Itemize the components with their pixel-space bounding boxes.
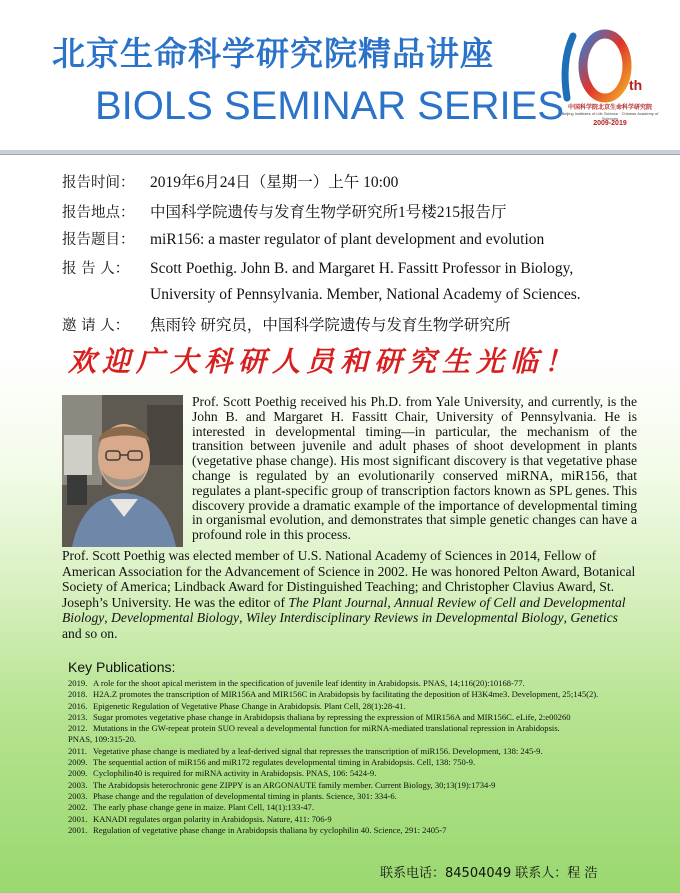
journal-genetics: Genetics: [570, 610, 618, 626]
info-host: [62, 313, 510, 335]
publication-text: Epigenetic Regulation of Vegetative Phase Change in Arabidopsis. Plant Cell, 28(1):28-41.: [93, 700, 406, 711]
publication-item: [68, 723, 668, 734]
logo-org-cn: 中国科学院北京生命科学研究院: [567, 104, 652, 111]
publication-year: 2009.: [68, 757, 88, 768]
publication-year: 2016.: [68, 700, 88, 711]
welcome-banner: 欢迎广大科研人员和研究生光临！: [68, 345, 579, 378]
logo-years: 2009-2019: [593, 120, 627, 127]
publication-year: 2009.: [68, 768, 88, 779]
publication-item: [68, 814, 668, 825]
publication-year: 2001.: [68, 824, 88, 835]
header-divider: [0, 150, 680, 155]
publication-year: 2002.: [68, 802, 88, 813]
info-time: [62, 170, 398, 192]
publication-item: [68, 757, 668, 768]
info-topic: [62, 228, 544, 249]
info-place-label: 报告地点：: [62, 205, 135, 221]
publication-item: [68, 712, 668, 723]
svg-text:th: th: [629, 77, 643, 93]
publications-list: [68, 678, 668, 836]
journal-dev-biol: Developmental Biology: [111, 610, 240, 626]
title-en: BIOLS SEMINAR SERIES: [95, 84, 565, 128]
bio-paragraph-1: Prof. Scott Poethig received his Ph.D. from Yale University, and currently, is the John B. and Margaret H. Fassitt Chair, University of Pennsylvania. He is interested in developmental timing—in particular, the mechanism of the transition between juvenile and adult phases of shoot development in plants (vegetative phase change). His most significant discovery is that vegetative phase change is regulated by an evolutionarily conserved miRNA, miR156, that regulates a plant-specific group of transcription factors known as SPL genes. This discovery provide a dramatic example of the importance of developmental timing in organismal evolution, and demonstrates that simple genetic changes can have a profound role in this process.: [192, 394, 637, 543]
publication-year: 2003.: [68, 779, 88, 790]
logo-org-en: Beijing Institutes of Life Science · Chinese Academy of Sciences: [561, 111, 659, 121]
publication-text: Phase change and the regulation of developmental timing in plants. Science, 301: 334-6.: [93, 790, 397, 801]
publication-item: [68, 746, 668, 757]
publication-year: 2011.: [68, 745, 88, 756]
journal-plant-journal: The Plant Journal: [288, 594, 388, 610]
publication-text: H2A.Z promotes the transcription of MIR156A and MIR156C in Arabidopsis by facilitating the deposition of H3K4me3. Development, 25;145(2).: [93, 689, 599, 700]
info-speaker-cont: [62, 285, 581, 304]
info-time-value: 2019年6月24日（星期一）上午 10:00: [150, 174, 399, 191]
publication-text: The sequential action of miR156 and miR172 regulates developmental timing in Arabidopsis. Cell, 138: 750-9.: [93, 757, 476, 768]
info-host-label: 邀 请 人：: [62, 318, 130, 334]
info-speaker: [62, 257, 573, 278]
publication-year: 2018.: [68, 689, 88, 700]
info-place-value: 中国科学院遗传与发育生物学研究所1号楼215报告厅: [150, 204, 507, 221]
publication-year: 2013.: [68, 711, 88, 722]
publication-text: Vegetative phase change is mediated by a leaf-derived signal that represses the transcription of miR156. Development, 138: 245-9.: [93, 745, 543, 756]
publication-item: [68, 825, 668, 836]
publication-year: 2003.: [68, 790, 88, 801]
publication-item: [68, 768, 668, 779]
publication-year: 2019.: [68, 678, 88, 688]
info-topic-label: 报告题目：: [62, 232, 135, 248]
publication-item: [68, 678, 668, 689]
publication-text: A role for the shoot apical meristem in the specification of juvenile leaf identity in Arabidopsis. PNAS, 14;116(20):10168-77.: [93, 678, 525, 688]
info-speaker-label: 报 告 人：: [62, 261, 130, 277]
contact-info: 联系电话：84504049 联系人：程 浩: [380, 866, 598, 881]
publication-year: 2012.: [68, 723, 88, 734]
info-speaker-value-1: Scott Poethig. John B. and Margaret H. Fassitt Professor in Biology,: [150, 260, 574, 277]
publication-item: [68, 780, 668, 791]
header: [0, 0, 680, 150]
publication-text: Regulation of vegetative phase change in Arabidopsis thaliana by cyclophilin 40. Science, 291: 2405-7: [93, 824, 447, 835]
journal-wiley: Wiley Interdisciplinary Reviews in Developmental Biology: [245, 610, 564, 626]
speaker-photo: [62, 395, 183, 547]
info-time-label: 报告时间：: [62, 175, 135, 191]
bio-paragraph-2: Prof. Scott Poethig was elected member of U.S. National Academy of Sciences in 2014, Fellow of American Association for the Advancement of Science in 2002. He was honored Pelton Award, Botanical Society of America; Lindback Award for Distinguished Teaching; and Christopher Clavius Award, St. Joseph’s University. He was the editor of The Plant Journal, Annual Review of Cell and Developmental Biology, Developmental Biology, Wiley Interdisciplinary Reviews in Developmental Biology, Genetics and so on.: [62, 548, 636, 641]
anniversary-logo: [555, 28, 665, 130]
publication-year: 2001.: [68, 813, 88, 824]
info-topic-value: miR156: a master regulator of plant development and evolution: [150, 231, 545, 248]
publications-title: Key Publications:: [68, 659, 176, 675]
title-cn: 北京生命科学研究院精品讲座: [52, 34, 494, 73]
publication-text: The Arabidopsis heterochronic gene ZIPPY is an ARGONAUTE family member. Current Biology, 30;13(19):1734-9: [93, 779, 496, 790]
publication-text: The early phase change gene in maize. Plant Cell, 14(1):133-47.: [93, 802, 314, 813]
info-host-value: 焦雨铃 研究员，中国科学院遗传与发育生物学研究所: [150, 317, 511, 334]
info-place: [62, 200, 507, 222]
publication-item: [68, 802, 668, 813]
publication-text: Cyclophilin40 is required for miRNA activity in Arabidopsis. PNAS, 106: 5424-9.: [93, 768, 377, 779]
publication-item: [68, 689, 668, 700]
info-speaker-value-2: University of Pennsylvania. Member, National Academy of Sciences.: [150, 286, 581, 303]
journal-annual-review: Annual Review of Cell and Developmental Biology: [62, 594, 626, 626]
publication-item: [68, 701, 668, 712]
anniversary-10-icon: [555, 28, 665, 103]
publication-item: [68, 791, 668, 802]
publication-text-continued: PNAS, 109:315-20.: [68, 734, 137, 745]
publication-text: Sugar promotes vegetative phase change in Arabidopsis thaliana by repressing the expression of MIR156A and MIR156C. eLife, 2:e00260: [93, 711, 571, 722]
publication-text: KANADI regulates organ polarity in Arabidopsis. Nature, 411: 706-9: [93, 813, 332, 824]
publication-text: Mutations in the GW-repeat protein SUO reveal a developmental function for miRNA-mediated translational repression in Arabidopsis.: [93, 723, 560, 734]
